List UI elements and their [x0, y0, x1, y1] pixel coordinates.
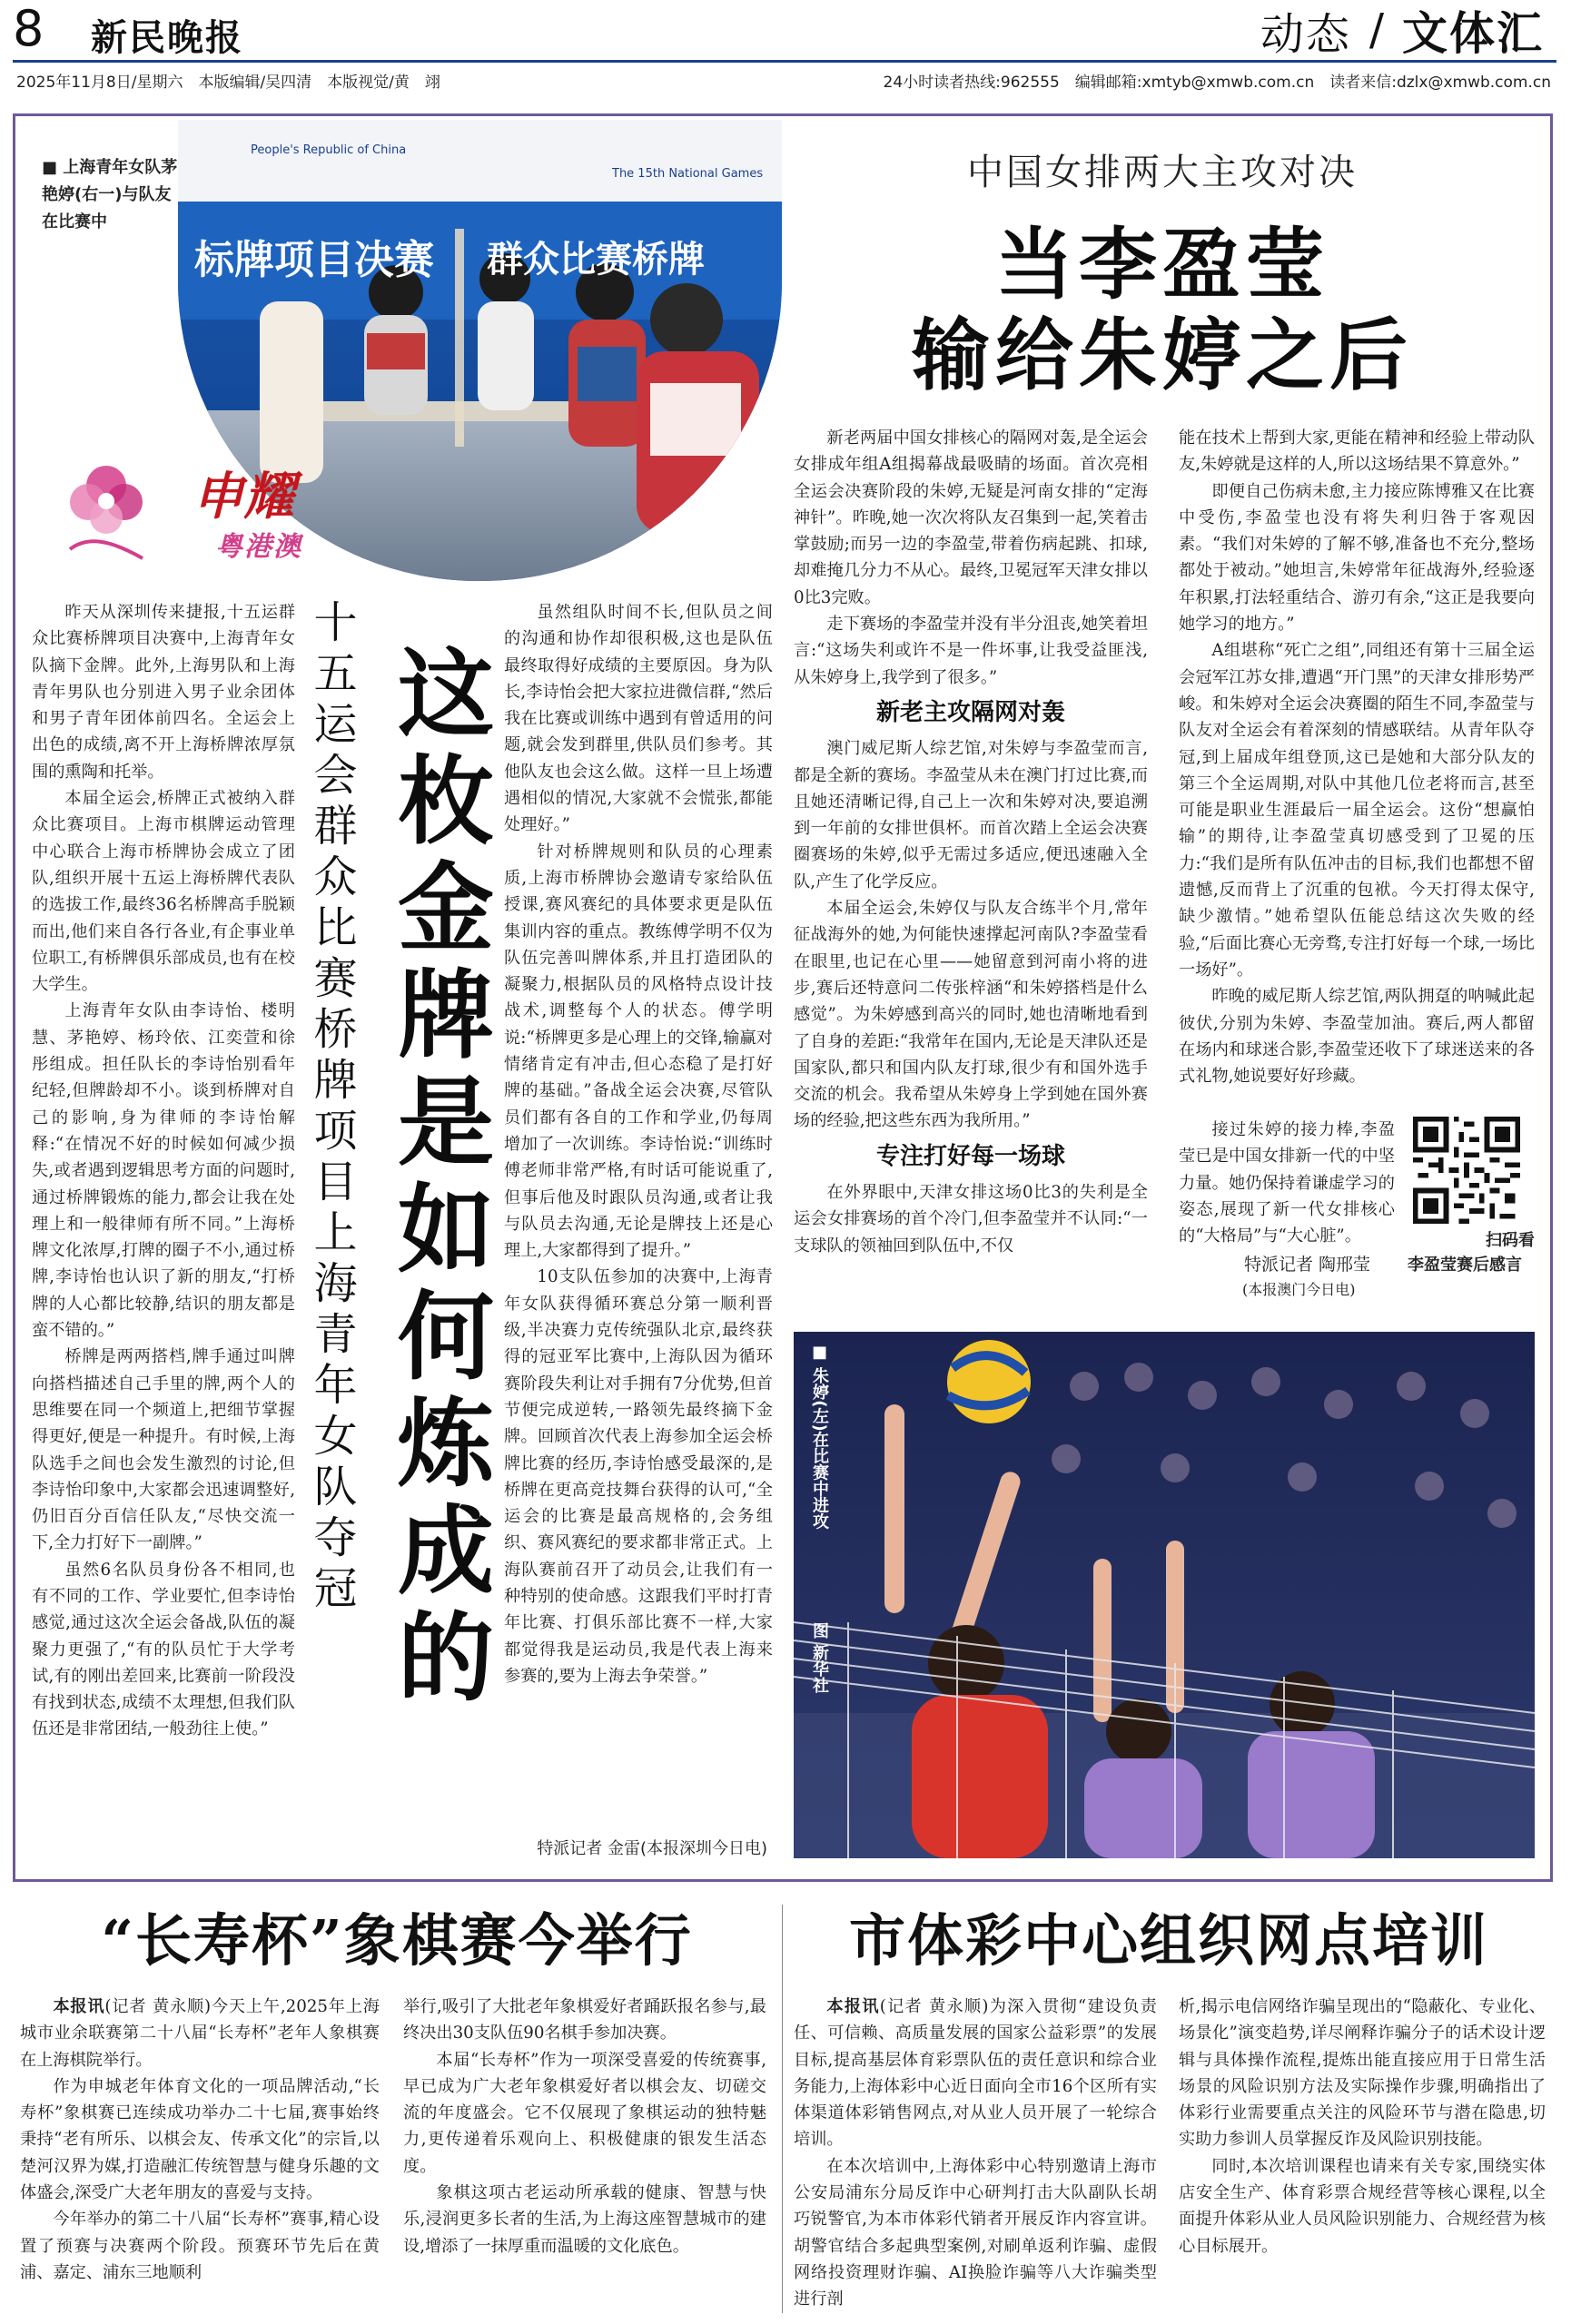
paragraph: 虽然组队时间不长,但队员之间的沟通和协作却很积极,这也是队伍最终取得好成绩的主要原因。身为队长,李诗怡会把大家拉进微信群,“然后我在比赛或训练中遇到有曾适用的问题,就会发到群里,供队员们参考。其他队友也会这么做。这样一旦上场遭遇相似的情况,大家就不会慌张,都能处理好。”	[504, 603, 773, 835]
volleyball-photo-caption: ■ 朱婷(左)在比赛中进攻	[810, 1343, 829, 1530]
bridge-byline: 特派记者 金雷(本报深圳今日电)	[537, 1839, 767, 1858]
paragraph: 本届全运会,朱婷仅与队友合练半个月,常年征战海外的她,为何能快速撑起河南队?李盈莹看在眼里,也记在心里——她留意到河南小将的进步,赛后还特意问二传张梓涵“和朱婷搭档是什么感觉”。为朱婷感到高兴的同时,她也清晰地看到了自身的差距:“我常年在国内,无论是天津队还是国家队,都只和国内队友打球,很少有和国外选手交流的机会。我希望从朱婷身上学到她在国外赛场的经验,把这些东西为我所用。”	[794, 899, 1148, 1131]
paragraph	[20, 1994, 380, 2073]
lottery-column-2	[1179, 1994, 1546, 2320]
page-number: 8	[13, 0, 44, 57]
paragraph: 作为申城老年体育文化的一项品牌活动,“长寿杯”象棋赛已连续成功举办二十七届,赛事始终秉持“老有所乐、以棋会友、传承文化”的宗旨,以楚河汉界为媒,打造融汇传统智慧与健身乐趣的文体盛会,深受广大老年朋友的喜爱与支持。	[20, 2076, 380, 2203]
bridge-photo-sign-left: 标牌项目决赛	[194, 237, 434, 283]
volleyball-photo	[794, 1332, 1535, 1858]
qr-code-icon	[1413, 1117, 1520, 1224]
shenyao-logo	[56, 449, 356, 572]
volleyball-column-1	[794, 425, 1148, 1296]
paragraph: 虽然6名队员身份各不相同,也有不同的工作、学业要忙,但李诗怡感觉,通过这次全运会备战,队伍的凝聚力更强了,“有的队员忙于大学考试,有的刚出差回来,比赛前一阶段没有找到状态,成绩不太理想,但我们队伍还是非常团结,一般劲往上使。”	[32, 1560, 295, 1739]
lottery-column-1	[794, 1994, 1157, 2320]
volleyball-byline-note: (本报澳门今日电)	[1242, 1281, 1356, 1298]
paragraph	[794, 1994, 1157, 2153]
paragraph: 举行,吸引了大批老年象棋爱好者踊跃报名参与,最终决出30支队伍90名棋手参加决赛。	[403, 1997, 766, 2043]
paragraph: 在外界眼中,天津女排这场0比3的失利是全运会女排赛场的首个冷门,但李盈莹并不认同:“一支球队的领袖回到队伍中,不仅	[794, 1183, 1148, 1256]
section-dongtai: 动态	[1260, 8, 1351, 60]
paragraph: 针对桥牌规则和队员的心理素质,上海市桥牌协会邀请专家给队伍授课,赛风赛纪的具体要求更是队伍集训内容的重点。教练傅学明不仅为队伍完善叫牌体系,并且打造团队的凝聚力,根据队员的风格特点设计技战术,调整每个人的状态。傅学明说:“桥牌更多是心理上的交锋,输赢对情绪肯定有冲击,但心态稳了是打好牌的基础。”备战全运会决赛,尽管队员们都有各自的工作和学业,仍每周增加了一次训练。李诗怡说:“训练时傅老师非常严格,有时话可能说重了,但事后他及时跟队员沟通,或者让我与队员去沟通,无论是牌技上还是心理上,大家都得到了提升。”	[504, 842, 773, 1261]
section-separator: /	[1368, 5, 1384, 55]
paragraph: 析,揭示电信网络诈骗呈现出的“隐蔽化、专业化、场景化”演变趋势,详尽阐释诈骗分子的话术设计逻辑与具体操作流程,提炼出能直接应用于日常生活场景的风险识别方法及实际操作步骤,明确指出了体彩行业需要重点关注的风险环节与潜在隐患,切实助力参训人员掌握反诈及风险识别技能。	[1179, 1997, 1546, 2150]
paragraph: A组堪称“死亡之组”,同组还有第十三届全运会冠军江苏女排,遭遇“开门黑”的天津女排形势严峻。和朱婷对全运会决赛圈的陌生不同,李盈莹与队友对全运会有着深刻的情感联结。从青年队夺冠,到上届成年组登顶,这已是她和大部分队友的第三个全运周期,对队中其他几位老将而言,甚至可能是职业生涯最后一届全运会。这份“想赢怕输”的期待,让李盈莹真切感受到了卫冕的压力:“我们是所有队伍冲击的目标,我们也都想不留遗憾,反而背上了沉重的包袱。今天打得太保守,缺少激情。”她希望队伍能总结这次失败的经验,“后面比赛心无旁骛,专注打好每一个球,一场比一场好”。	[1179, 641, 1535, 980]
bridge-subheadline: 十五运会群众比赛桥牌项目上海青年女队夺冠	[306, 599, 357, 1616]
paragraph: 即便自己伤病未愈,主力接应陈博雅又在比赛中受伤,李盈莹也没有将失利归咎于客观因素。“我们对朱婷的了解不够,准备也不充分,整场都处于被动。”她坦言,朱婷常年征战海外,经验逐年积累,打法轻重结合、游刃有余,“这正是我要向她学习的地方。”	[1179, 481, 1535, 635]
bridge-column-1	[32, 599, 295, 1875]
bridge-photo-banner: The 15th National Games	[612, 167, 764, 181]
chess-column-1	[20, 1994, 380, 2320]
volleyball-kicker: 中国女排两大主攻对决	[967, 152, 1358, 193]
paragraph: 接过朱婷的接力棒,李盈莹已是中国女排新一代的中坚力量。她仍保持着谦虚学习的姿态,展现了新一代女排核心的“大格局”与“大心脏”。	[1179, 1120, 1395, 1246]
bridge-photo-sign-right: 群众比赛桥牌	[487, 239, 705, 281]
volleyball-column-2	[1179, 425, 1535, 1115]
paragraph: 今年举办的第二十八届“长寿杯”赛事,精心设置了预赛与决赛两个阶段。预赛环节先后在黄浦、嘉定、浦东三地顺利	[20, 2210, 380, 2282]
volleyball-headline-2: 输给朱婷之后	[912, 310, 1413, 401]
paragraph: 走下赛场的李盈莹并没有半分沮丧,她笑着坦言:“这场失利或许不是一件坏事,让我受益匪浅,从朱婷身上,我学到了很多。”	[794, 615, 1148, 687]
qr-caption-2: 李盈莹赛后感言	[1408, 1256, 1522, 1275]
chess-column-2	[403, 1994, 766, 2320]
paragraph: 在本次培训中,上海体彩中心特别邀请上海市公安局浦东分局反诈中心研判打击大队副队长胡巧锐警官,为本市体彩代销者开展反诈内容宣讲。胡警官结合多起典型案例,对刷单返利诈骗、虚假网络投资理财诈骗、AI换脸诈骗等八大诈骗类型进行剖	[794, 2156, 1157, 2309]
volleyball-column-2-tail	[1179, 1117, 1395, 1253]
logo-main: 申耀	[193, 468, 294, 527]
flower-icon	[56, 449, 156, 567]
paragraph: 新老两届中国女排核心的隔网对轰,是全运会女排成年组A组揭幕战最吸睛的场面。首次亮相全运会决赛阶段的朱婷,无疑是河南女排的“定海神针”。昨晚,她一次次将队友召集到一起,笑着击掌鼓励;而另一边的李盈莹,带着伤病起跳、扣球,却难掩几分力不从心。最终,卫冕冠军天津女排以0比3完败。	[794, 428, 1148, 607]
paragraph: 能在技术上帮到大家,更能在精神和经验上带动队友,朱婷就是这样的人,所以这场结果不算意外。”	[1179, 428, 1535, 475]
volleyball-photo-art	[794, 1332, 1535, 1858]
masthead-rule	[13, 60, 1556, 63]
qr-code[interactable]	[1413, 1117, 1520, 1224]
paragraph: 昨晚的威尼斯人综艺馆,两队拥趸的呐喊此起彼伏,分别为朱婷、李盈莹加油。赛后,两人都留在场内和球迷合影,李盈莹还收下了球迷送来的各式礼物,她说要好好珍藏。	[1179, 987, 1535, 1087]
volleyball-headline-1: 当李盈莹	[995, 220, 1329, 310]
paragraph: 昨天从深圳传来捷报,十五运群众比赛桥牌项目决赛中,上海青年女队摘下金牌。此外,上海男队和上海青年男队也分别进入男子业余团体和男子青年团体前四名。全运会上出色的成绩,离不开上海桥牌浓厚氛围的熏陶和托举。	[32, 603, 295, 782]
paragraph: 桥牌是两两搭档,牌手通过叫牌向搭档描述自己手里的牌,两个人的思维要在同一个频道上,把细节掌握得更好,便是一种提升。有时候,上海队选手之间也会发生激烈的讨论,但李诗怡印象中,大家都会迅速调整好,仍旧百分百信任队友,“尽快交流一下,全力打好下一副牌。”	[32, 1347, 295, 1553]
section-title	[1260, 4, 1544, 60]
section-brand: 文体汇	[1402, 7, 1544, 60]
paragraph: 同时,本次培训课程也请来有关专家,围绕实体店安全生产、体育彩票合规经营等核心课程,以全面提升体彩从业人员风险识别能力、合规经营为核心目标展开。	[1179, 2156, 1546, 2256]
volleyball-subhead-2: 专注打好每一场球	[875, 1142, 1065, 1170]
lottery-lead-tag: 本报讯	[826, 1997, 880, 2016]
qr-caption-1: 扫码看	[1486, 1231, 1535, 1250]
lottery-lead: (记者 黄永顺)为深入贯彻“建设负责任、可信赖、高质量发展的国家公益彩票”的发展目标,提高基层体育彩票队伍的责任意识和综合业务能力,上海体彩中心近日面向全市16个区所有实体渠道体彩销售网点,对从业人员开展了一轮综合培训。	[794, 1997, 1157, 2150]
volleyball-byline: 特派记者 陶邢莹	[1244, 1255, 1371, 1275]
paragraph: 象棋这项古老运动所承载的健康、智慧与快乐,浸润更多长者的生活,为上海这座智慧城市的建设,增添了一抹厚重而温暖的文化底色。	[403, 2183, 766, 2256]
hotline-line: 24小时读者热线:962555 编辑邮箱:xmtyb@xmwb.com.cn 读者来信:dzlx@xmwb.com.cn	[883, 74, 1551, 92]
bridge-photo-country: People's Republic of China	[251, 143, 407, 157]
bridge-headline: 这枚金牌是如何炼成的	[382, 643, 494, 1714]
date-line: 2025年11月8日/星期六 本版编辑/吴四清 本版视觉/黄 翊	[16, 74, 440, 92]
chess-headline: “长寿杯”象棋赛今举行	[101, 1907, 693, 1974]
lottery-headline: 市体彩中心组织网点培训	[848, 1907, 1488, 1974]
volleyball-subhead-1: 新老主攻隔网对轰	[875, 698, 1065, 726]
volleyball-photo-credit: 图 新华社	[810, 1622, 829, 1694]
chess-lead-tag: 本报讯	[53, 1997, 105, 2016]
column-divider	[782, 1905, 783, 2313]
bridge-column-2	[504, 599, 773, 1834]
paragraph: 上海青年女队由李诗怡、楼明慧、茅艳婷、杨玲依、江奕萱和徐彤组成。担任队长的李诗怡别看年纪轻,但牌龄却不小。谈到桥牌对自己的影响,身为律师的李诗怡解释:“在情况不好的时候如何减少损失,或者遇到逻辑思考方面的问题时,通过桥牌锻炼的能力,都会让我在处理上和一般律师有所不同。”上海桥牌文化浓厚,打牌的圈子不小,通过桥牌,李诗怡也认识了新的朋友,“打桥牌的人心都比较静,结识的朋友都是蛮不错的。”	[32, 1001, 295, 1341]
paragraph: 澳门威尼斯人综艺馆,对朱婷与李盈莹而言,都是全新的赛场。李盈莹从未在澳门打过比赛,而且她还清晰记得,自己上一次和朱婷对决,要追溯到一年前的女排世俱杯。而首次踏上全运会决赛圈赛场的朱婷,似乎无需过多适应,便迅速融入全队,产生了化学反应。	[794, 739, 1148, 891]
paragraph: 10支队伍参加的决赛中,上海青年女队获得循环赛总分第一顺利晋级,半决赛力克传统强队北京,最终获得的冠亚军比赛中,上海队因为循环赛阶段失利让对手拥有7分优势,但首节便完成逆转,一路领先最终摘下金牌。回顾首次代表上海参加全运会桥牌比赛的经历,李诗怡感受最深的,是桥牌在更高竞技舞台获得的认可,“全运会的比赛是最高规格的,会务组织、赛风赛纪的要求都非常正式。上海队赛前召开了动员会,让我们有一种特别的使命感。这跟我们平时打青年比赛、打俱乐部比赛不一样,大家都觉得我是运动员,我是代表上海来参赛的,要为上海去争荣誉。”	[504, 1267, 773, 1686]
paper-name: 新民晚报	[91, 16, 243, 59]
bridge-photo-caption: ■ 上海青年女队茅艳婷(右一)与队友在比赛中	[42, 158, 178, 231]
logo-sub: 粤港澳	[215, 531, 302, 563]
paragraph: 本届全运会,桥牌正式被纳入群众比赛项目。上海市棋牌运动管理中心联合上海市桥牌协会成立了团队,组织开展十五运上海桥牌代表队的选拔工作,最终36名桥牌高手脱颖而出,他们来自各行各业,有企事业单位职工,有桥牌俱乐部成员,也有在校大学生。	[32, 789, 295, 995]
paragraph: 本届“长寿杯”作为一项深受喜爱的传统赛事,早已成为广大老年象棋爱好者以棋会友、切磋交流的年度盛会。它不仅展现了象棋运动的独特魅力,更传递着乐观向上、积极健康的银发生活态度。	[403, 2050, 766, 2176]
chess-lead: (记者 黄永顺)今天上午,2025年上海城市业余联赛第二十八届“长寿杯”老年人象棋赛在上海棋院举行。	[20, 1997, 380, 2070]
